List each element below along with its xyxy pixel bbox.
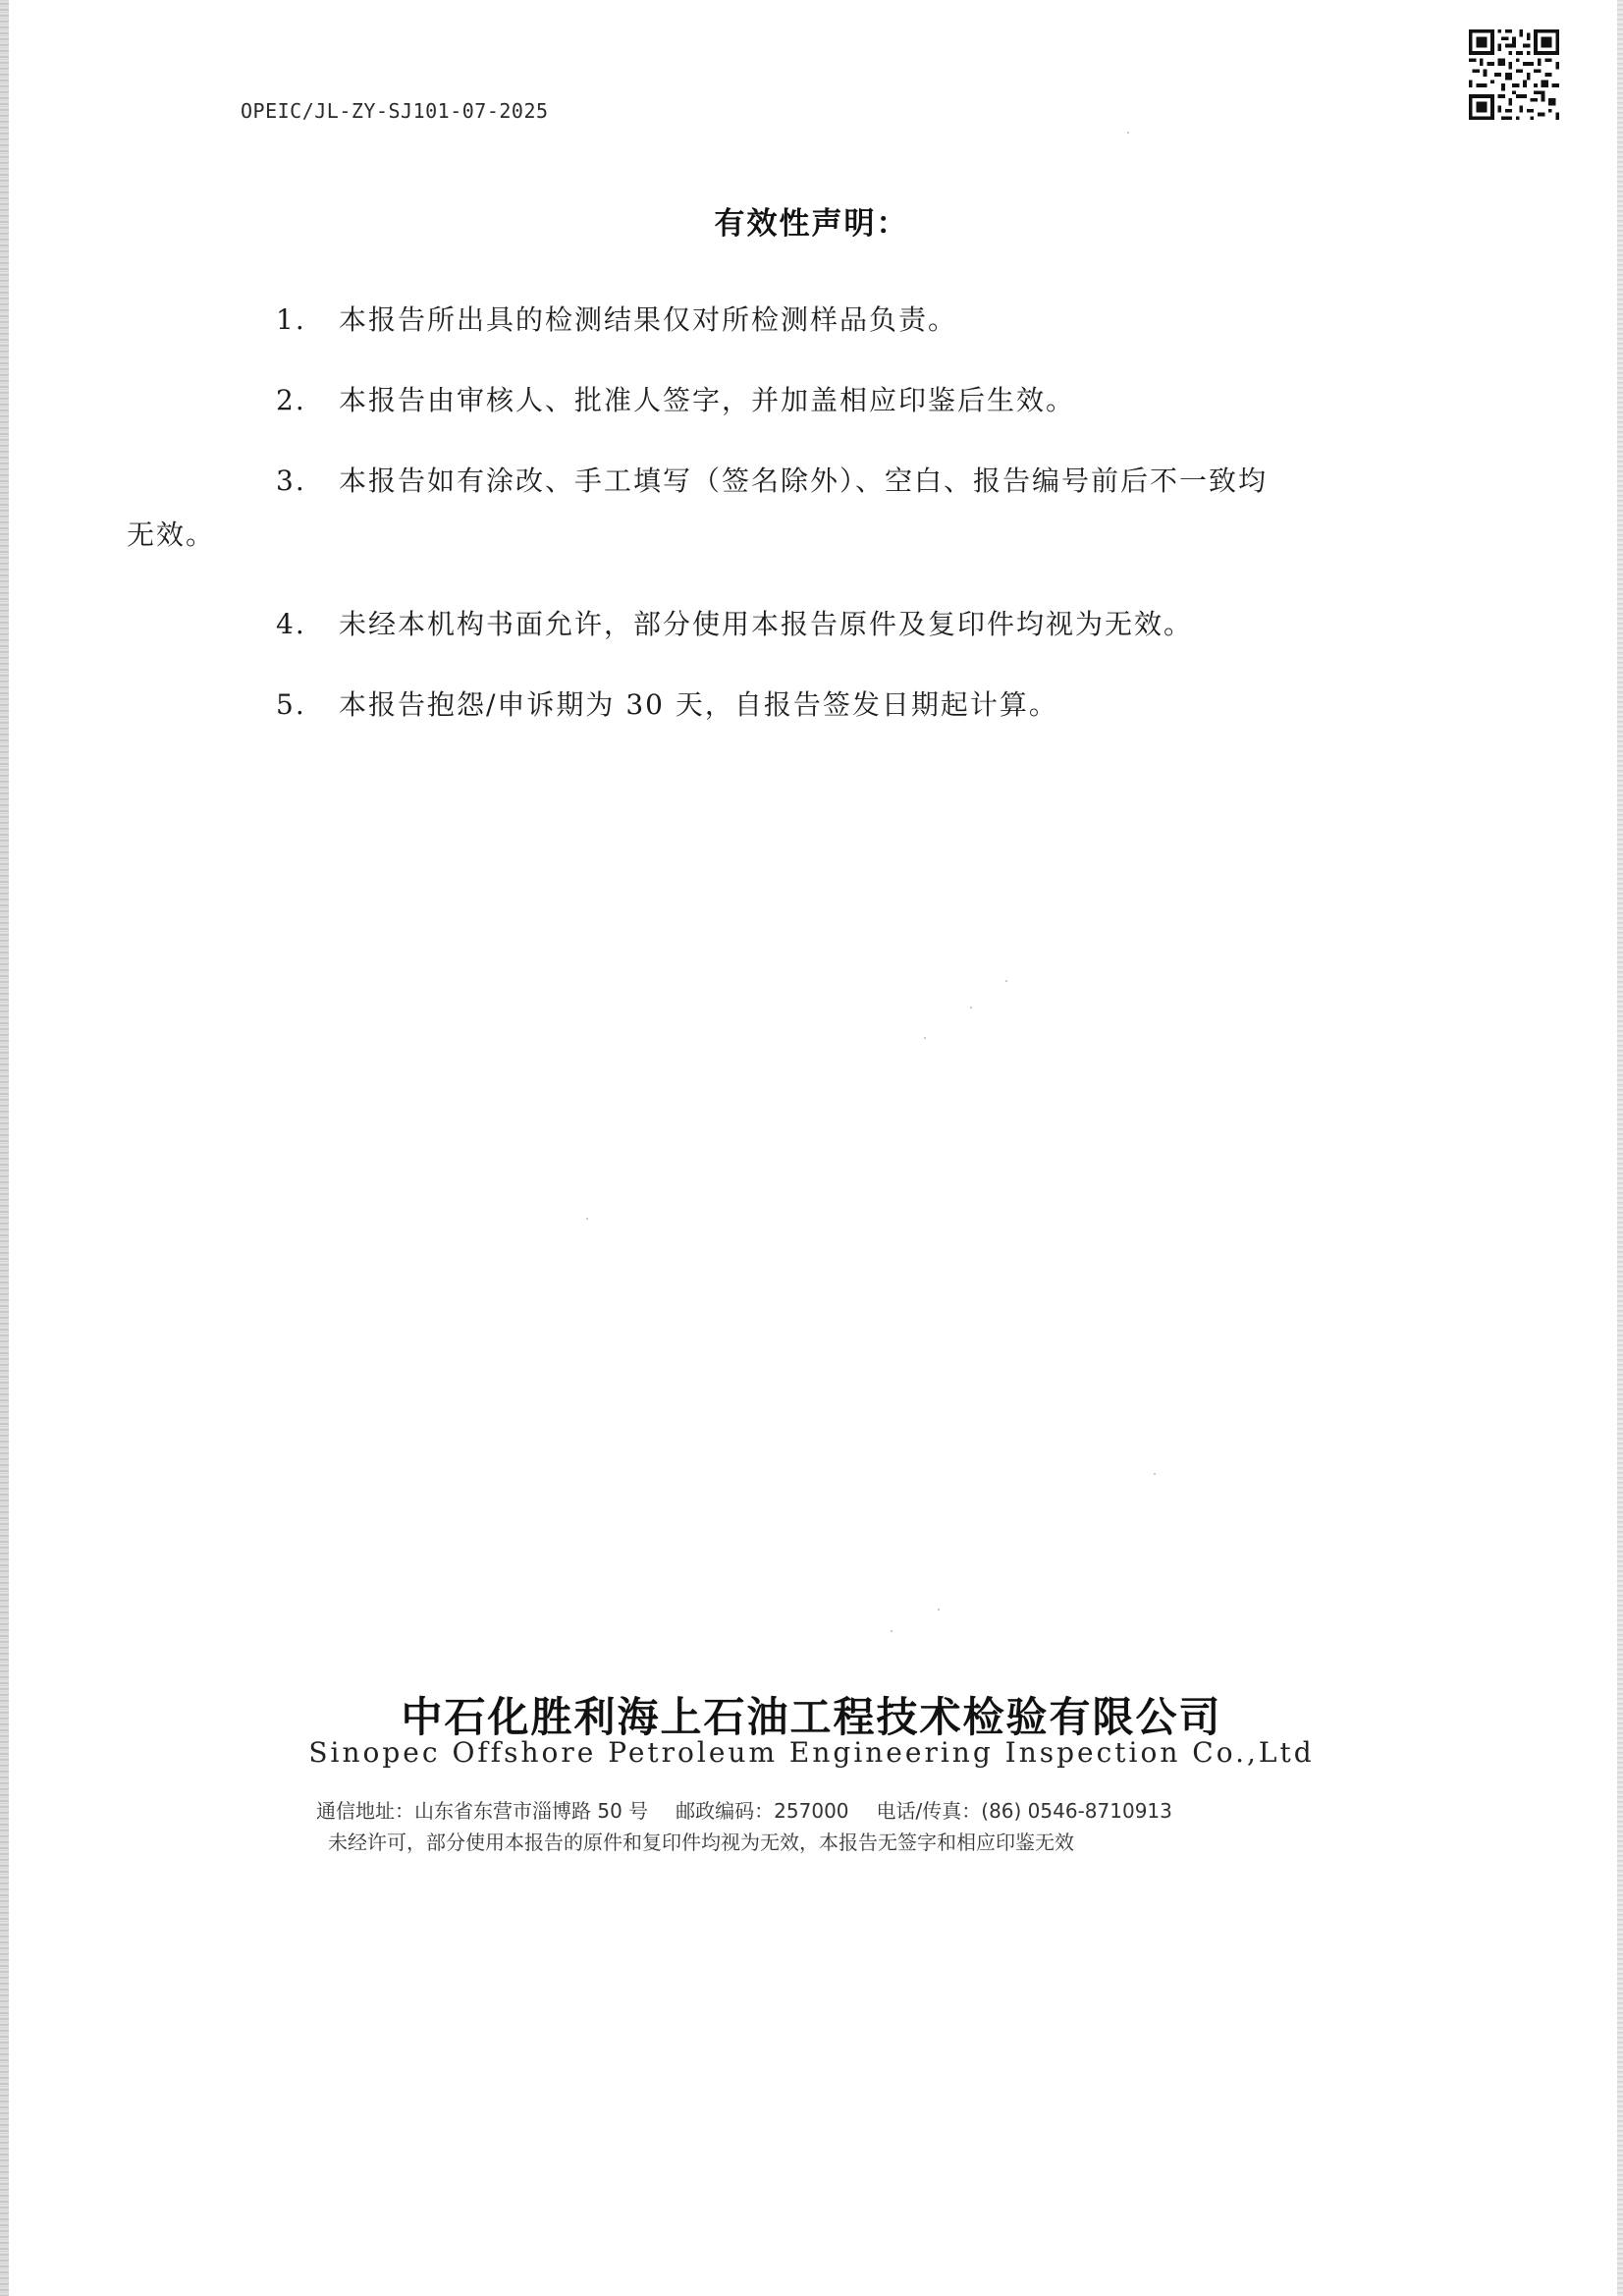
clause-text: 未经本机构书面允许，部分使用本报告原件及复印件均视为无效。 bbox=[339, 608, 1194, 640]
clause-line-1 bbox=[211, 454, 1350, 508]
clause-text-continuation: 无效。 bbox=[127, 519, 216, 551]
scan-edge-right bbox=[1617, 0, 1623, 2296]
scan-speck bbox=[938, 1609, 940, 1611]
scan-speck bbox=[924, 1037, 926, 1039]
scan-edge-left bbox=[0, 0, 9, 2296]
declaration-clause-1 bbox=[211, 293, 1350, 347]
scan-speck bbox=[1154, 1473, 1156, 1475]
postcode: 邮政编码：257000 bbox=[676, 1799, 849, 1823]
company-name-en: Sinopec Offshore Petroleum Engineering Inspection Co.,Ltd bbox=[308, 1736, 1315, 1769]
declaration-clause-5 bbox=[211, 678, 1350, 732]
clause-text: 本报告由审核人、批准人签字，并加盖相应印鉴后生效。 bbox=[339, 384, 1076, 416]
clause-text: 本报告如有涂改、手工填写（签名除外）、空白、报告编号前后不一致均 bbox=[339, 465, 1269, 497]
clause-number: 4. bbox=[276, 608, 306, 640]
clause-text: 本报告抱怨/申诉期为 30 天，自报告签发日期起计算。 bbox=[339, 688, 1058, 721]
company-name-cn: 中石化胜利海上石油工程技术检验有限公司 bbox=[401, 1693, 1222, 1741]
declaration-title: 有效性声明： bbox=[714, 206, 909, 242]
document-code: OPEIC/JL-ZY-SJ101-07-2025 bbox=[241, 99, 549, 123]
qr-code-icon bbox=[1469, 29, 1559, 120]
clause-number: 5. bbox=[276, 688, 306, 721]
usage-notice: 未经许可，部分使用本报告的原件和复印件均视为无效，本报告无签字和相应印鉴无效 bbox=[328, 1831, 1074, 1854]
scan-speck bbox=[891, 1630, 893, 1632]
clause-number: 2. bbox=[276, 384, 306, 416]
declaration-clause-4 bbox=[211, 597, 1350, 651]
contact-line bbox=[316, 1795, 1200, 1824]
clause-text: 本报告所出具的检测结果仅对所检测样品负责。 bbox=[339, 303, 958, 336]
scan-speck bbox=[1127, 132, 1129, 134]
scan-speck bbox=[1005, 980, 1007, 982]
declaration-clause-3 bbox=[127, 454, 1350, 562]
scan-speck bbox=[970, 1007, 972, 1009]
scan-speck bbox=[586, 1218, 588, 1220]
declaration-clause-2 bbox=[211, 373, 1350, 427]
phone-fax: 电话/传真：(86) 0546-8710913 bbox=[876, 1799, 1172, 1823]
postal-address: 通信地址：山东省东营市淄博路 50 号 bbox=[316, 1799, 649, 1823]
clause-number: 3. bbox=[276, 465, 306, 497]
clause-number: 1. bbox=[276, 303, 306, 336]
